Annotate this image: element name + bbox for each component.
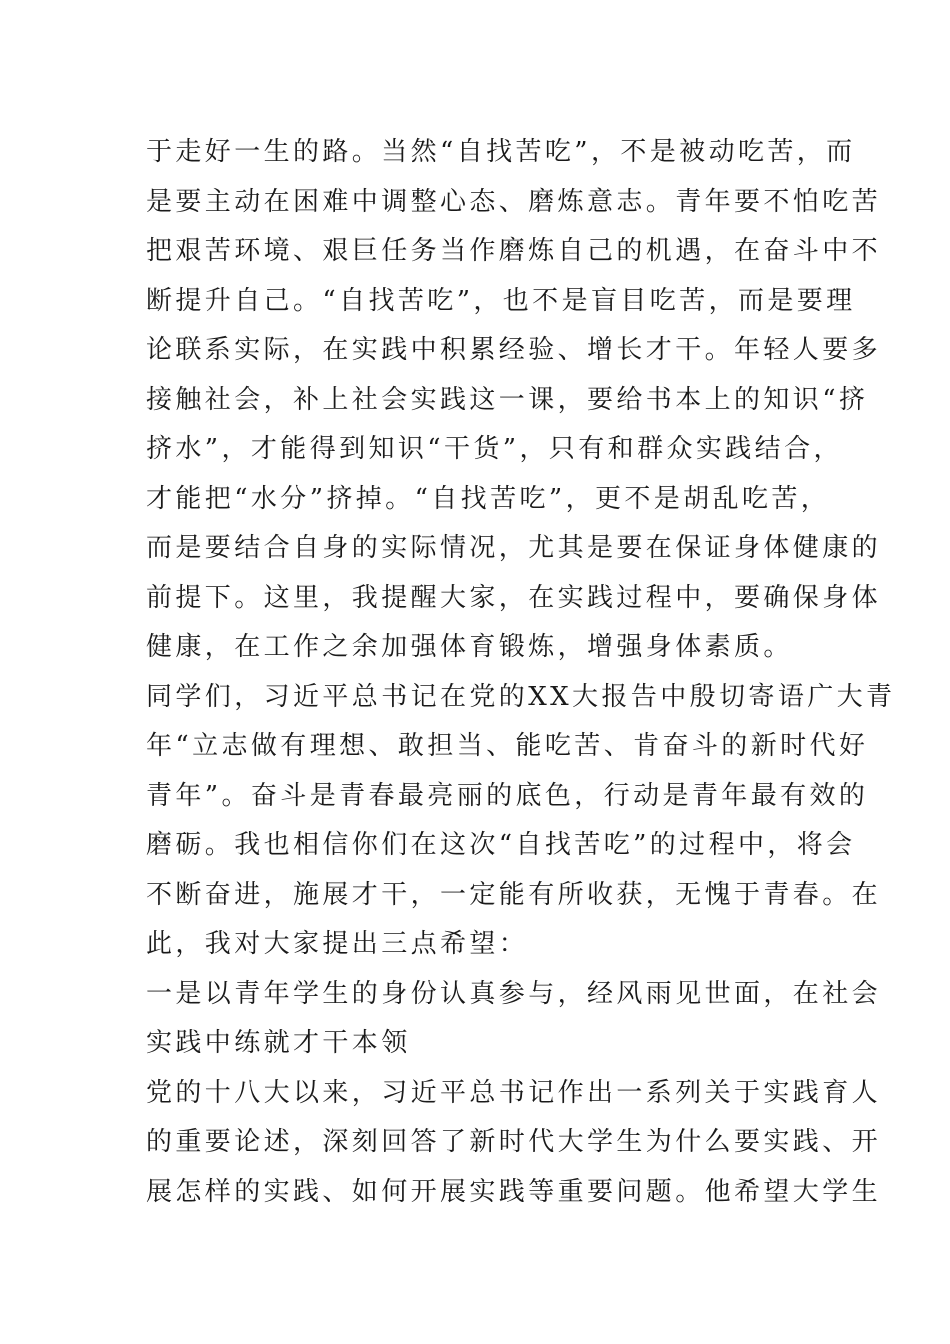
body-text — [146, 128, 896, 1217]
text-line: 展怎样的实践、如何开展实践等重要问题。他希望大学生 — [146, 1176, 882, 1207]
text-line: 不断奋进，施展才干，一定能有所收获，无愧于青春。在 — [146, 879, 882, 910]
text-line: 断提升自己。“自找苦吃”，也不是盲目吃苦，而是要理 — [146, 285, 856, 316]
text-line: 而是要结合自身的实际情况，尤其是要在保证身体健康的 — [146, 533, 882, 563]
text-line: 把艰苦环境、艰巨任务当作磨炼自己的机遇，在奋斗中不 — [146, 236, 882, 266]
text-line: 实践中练就才干本领 — [146, 1028, 411, 1058]
text-line: 年“立志做有理想、敢担当、能吃苦、肯奋斗的新时代好 — [146, 731, 869, 761]
text-line: 磨砺。我也相信你们在这次“自找苦吃”的过程中，将会 — [146, 830, 856, 860]
text-line: 此，我对大家提出三点希望： — [146, 929, 529, 959]
text-line: 才能把“水分”挤掉。“自找苦吃”，更不是胡乱吃苦， — [146, 483, 831, 514]
text-line: 论联系实际，在实践中积累经验、增长才干。年轻人要多 — [146, 335, 882, 365]
text-line: 是要主动在困难中调整心态、磨炼意志。青年要不怕吃苦 — [146, 186, 882, 217]
text-line: 健康，在工作之余加强体育锻炼，增强身体素质。 — [146, 632, 793, 662]
text-line: 接触社会，补上社会实践这一课，要给书本上的知识“挤 — [146, 384, 869, 415]
text-line: 党的十八大以来，习近平总书记作出一系列关于实践育人 — [146, 1077, 882, 1108]
text-line: 前提下。这里，我提醒大家，在实践过程中，要确保身体 — [146, 582, 882, 613]
text-line: 的重要论述，深刻回答了新时代大学生为什么要实践、开 — [146, 1127, 882, 1157]
text-line: 于走好一生的路。当然“自找苦吃”，不是被动吃苦，而 — [146, 137, 856, 167]
text-line: 同学们，习近平总书记在党的XX大报告中殷切寄语广大青 — [146, 681, 896, 712]
text-line: 青年”。奋斗是青春最亮丽的底色，行动是青年最有效的 — [146, 780, 869, 811]
text-line: 一是以青年学生的身份认真参与，经风雨见世面，在社会 — [146, 978, 882, 1009]
text-line: 挤水”，才能得到知识“干货”，只有和群众实践结合， — [146, 434, 843, 464]
